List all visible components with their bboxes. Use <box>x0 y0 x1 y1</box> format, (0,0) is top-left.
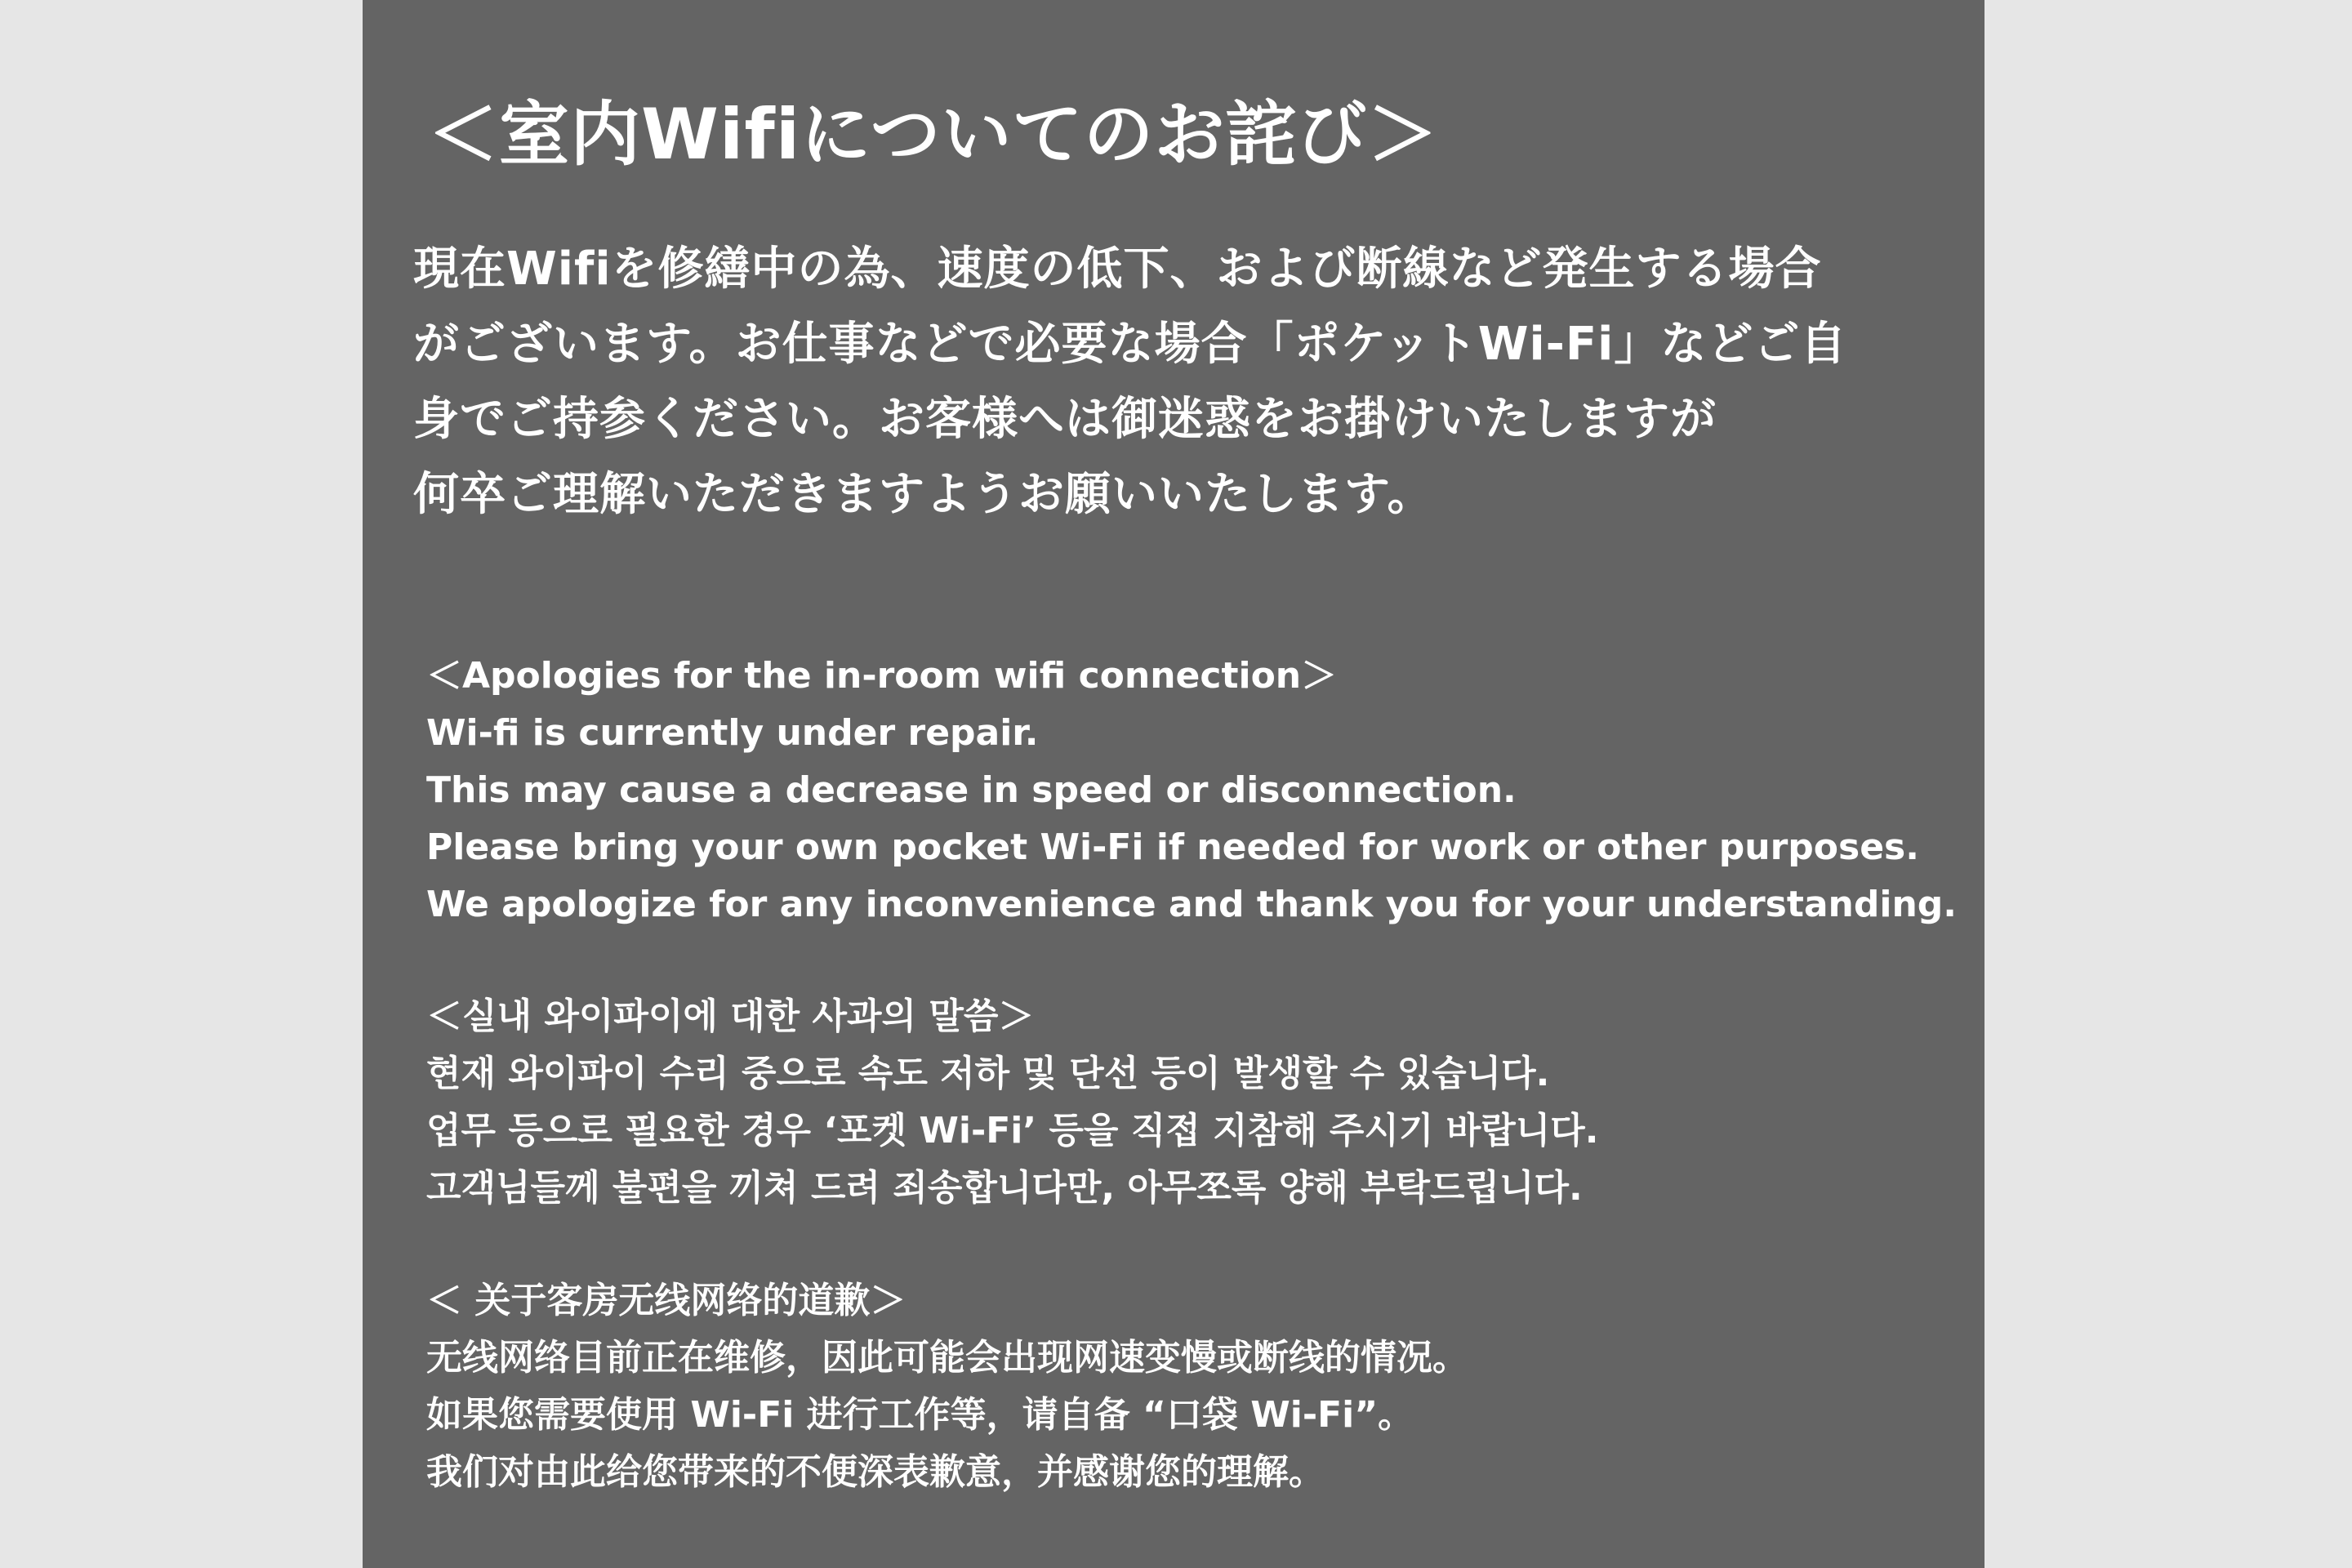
english-line: This may cause a decrease in speed or disconnection. <box>426 769 1517 811</box>
wifi-notice-panel <box>363 0 1984 1568</box>
korean-heading: ＜실내 와이파이에 대한 사과의 말씀＞ <box>426 996 1035 1037</box>
english-section <box>426 648 1957 933</box>
japanese-line: がございます。お仕事などで必要な場合「ポケットWi-Fi」などご自 <box>413 318 1847 371</box>
chinese-line: 我们对由此给您带来的不便深表歉意，并感谢您的理解。 <box>426 1451 1325 1493</box>
korean-line: 업무 등으로 필요한 경우 ‘포켓 Wi-Fi’ 등을 직접 지참해 주시기 바랍니다. <box>426 1110 1599 1152</box>
japanese-line: 現在Wifiを修繕中の為、速度の低下、および断線など発生する場合 <box>413 243 1822 296</box>
korean-body <box>426 1045 1598 1217</box>
chinese-section <box>426 1272 1468 1501</box>
japanese-body <box>413 232 1846 532</box>
english-line: Wi-fi is currently under repair. <box>426 712 1039 754</box>
korean-section <box>426 988 1598 1217</box>
chinese-line: 无线网络目前正在维修，因此可能会出现网速变慢或断线的情况。 <box>426 1337 1468 1379</box>
korean-line: 현재 와이파이 수리 중으로 속도 저하 및 단선 등이 발생할 수 있습니다. <box>426 1053 1550 1094</box>
chinese-body <box>426 1330 1468 1501</box>
japanese-line: 身でご持参ください。お客様へは御迷惑をお掛けいたしますが <box>413 393 1717 446</box>
korean-line: 고객님들께 불편을 끼쳐 드려 죄송합니다만, 아무쪼록 양해 부탁드립니다. <box>426 1167 1583 1209</box>
english-body <box>426 705 1957 933</box>
english-line: We apologize for any inconvenience and thank you for your understanding. <box>426 884 1957 925</box>
english-line: Please bring your own pocket Wi-Fi if needed for work or other purposes. <box>426 826 1919 868</box>
japanese-title: ＜室内Wifiについてのお詫び＞ <box>428 94 1439 176</box>
chinese-heading: ＜ 关于客房无线网络的道歉＞ <box>426 1280 906 1321</box>
japanese-line: 何卒ご理解いただきますようお願いいたします。 <box>413 468 1434 521</box>
english-heading: ＜Apologies for the in-room wifi connection＞ <box>426 655 1338 697</box>
chinese-line: 如果您需要使用 Wi-Fi 进行工作等，请自备 “口袋 Wi-Fi”。 <box>426 1394 1414 1436</box>
